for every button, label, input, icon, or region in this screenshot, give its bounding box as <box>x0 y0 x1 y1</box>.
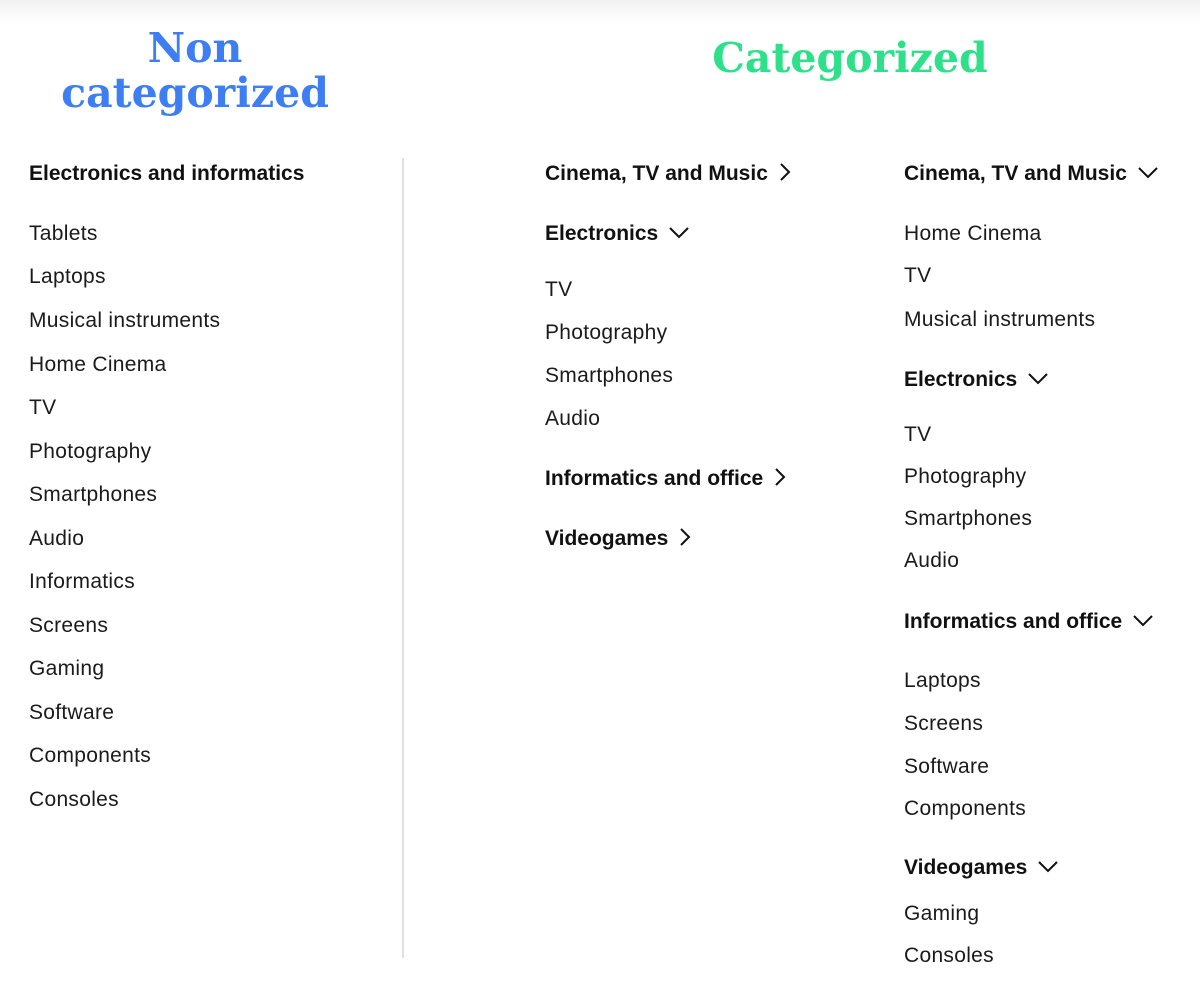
menu-item-gaming[interactable]: Gaming <box>29 657 105 680</box>
category-label: Videogames <box>904 856 1028 879</box>
menu-item-photography[interactable]: Photography <box>29 440 152 463</box>
chevron-right-icon <box>773 467 787 487</box>
menu-item-tv[interactable]: TV <box>29 396 57 419</box>
category-label: Informatics and office <box>904 610 1123 633</box>
category-label: Electronics <box>904 368 1018 391</box>
subitem-musical-instruments[interactable]: Musical instruments <box>904 308 1096 331</box>
chevron-right-icon <box>778 162 792 182</box>
chevron-down-icon <box>1132 613 1154 627</box>
chevron-down-icon <box>1137 165 1159 179</box>
menu-item-audio[interactable]: Audio <box>29 527 85 550</box>
subitem-laptops[interactable]: Laptops <box>904 669 981 692</box>
subitem-tv[interactable]: TV <box>904 264 932 287</box>
category-label: Cinema, TV and Music <box>904 162 1127 185</box>
chevron-down-icon <box>668 225 690 239</box>
category-label: Informatics and office <box>545 467 764 490</box>
subitem-audio[interactable]: Audio <box>904 549 960 572</box>
menu-item-smartphones[interactable]: Smartphones <box>29 483 158 506</box>
category-cinema-tv-music[interactable] <box>545 161 792 187</box>
category-electronics[interactable] <box>904 367 1049 393</box>
menu-item-software[interactable]: Software <box>29 701 115 724</box>
category-label: Videogames <box>545 527 669 550</box>
category-videogames[interactable] <box>904 855 1059 881</box>
menu-item-home-cinema[interactable]: Home Cinema <box>29 353 167 376</box>
non-categorized-heading: Non categorized <box>61 24 329 117</box>
menu-item-musical-instruments[interactable]: Musical instruments <box>29 309 221 332</box>
subitem-software[interactable]: Software <box>904 755 990 778</box>
category-videogames[interactable] <box>545 526 692 552</box>
chevron-down-icon <box>1027 371 1049 385</box>
menu-item-tablets[interactable]: Tablets <box>29 222 98 245</box>
subitem-audio[interactable]: Audio <box>545 407 601 430</box>
category-electronics[interactable] <box>545 221 690 247</box>
chevron-down-icon <box>1037 859 1059 873</box>
menu-item-consoles[interactable]: Consoles <box>29 788 119 811</box>
chevron-right-icon <box>678 527 692 547</box>
category-informatics-office[interactable] <box>904 609 1154 635</box>
subitem-photography[interactable]: Photography <box>545 321 668 344</box>
categorized-heading: Categorized <box>712 34 988 82</box>
subitem-gaming[interactable]: Gaming <box>904 902 980 925</box>
subitem-tv[interactable]: TV <box>904 423 932 446</box>
category-label: Electronics <box>545 222 659 245</box>
subitem-components[interactable]: Components <box>904 797 1027 820</box>
menu-title[interactable]: Electronics and informatics <box>29 162 305 185</box>
category-label: Cinema, TV and Music <box>545 162 768 185</box>
top-shadow <box>0 0 1200 22</box>
subitem-consoles[interactable]: Consoles <box>904 944 994 967</box>
subitem-smartphones[interactable]: Smartphones <box>545 364 674 387</box>
category-cinema-tv-music[interactable] <box>904 161 1159 187</box>
subitem-screens[interactable]: Screens <box>904 712 984 735</box>
subitem-photography[interactable]: Photography <box>904 465 1027 488</box>
column-divider <box>402 158 404 958</box>
subitem-tv[interactable]: TV <box>545 278 573 301</box>
menu-item-screens[interactable]: Screens <box>29 614 109 637</box>
menu-item-informatics[interactable]: Informatics <box>29 570 135 593</box>
subitem-smartphones[interactable]: Smartphones <box>904 507 1033 530</box>
category-informatics-office[interactable] <box>545 466 787 492</box>
menu-item-laptops[interactable]: Laptops <box>29 265 106 288</box>
subitem-home-cinema[interactable]: Home Cinema <box>904 222 1042 245</box>
menu-item-components[interactable]: Components <box>29 744 152 767</box>
